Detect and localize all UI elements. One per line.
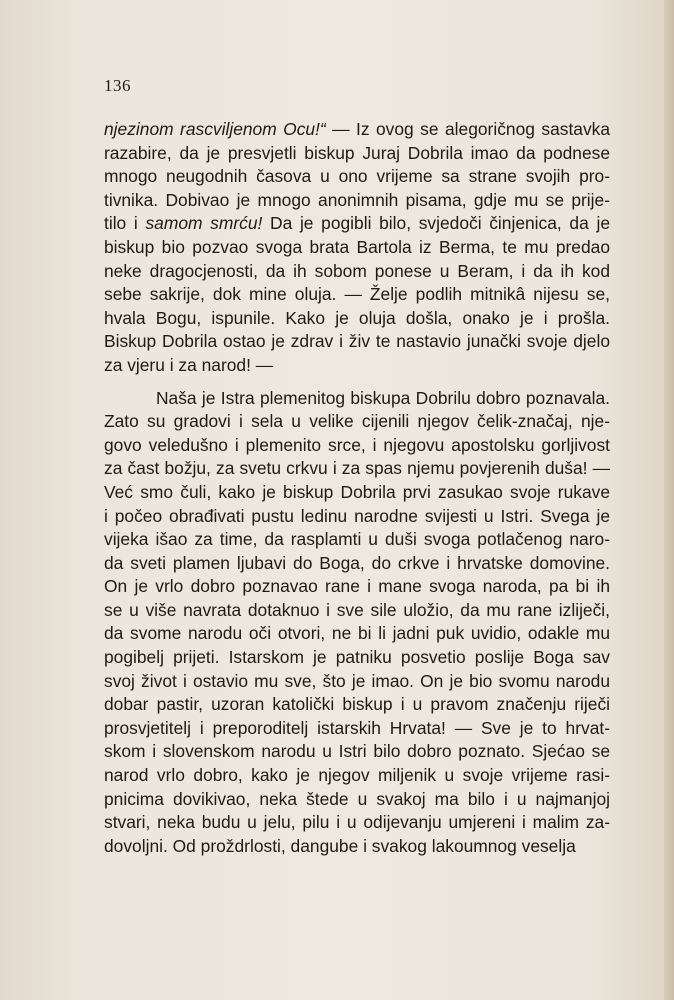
text-line	[104, 410, 610, 434]
text-span: govo veledušno i plemenito srce, i njegovu apostolsku gorljivost	[104, 434, 610, 455]
text-line	[104, 283, 610, 307]
text-span: pnicima dovikivao, neka štede u svakoj ma bilo i u najmanjoj	[104, 788, 610, 809]
page-edge	[664, 0, 674, 1000]
text-line	[104, 387, 610, 411]
paragraph	[104, 387, 610, 859]
text-span: hvala Bogu, ispunile. Kako je oluja došla, onako je i prošla.	[104, 307, 610, 328]
text-line	[104, 740, 610, 764]
text-span: i počeo obrađivati pustu ledinu narodne svijesti u Istri. Svega je	[104, 505, 610, 526]
text-line	[104, 717, 610, 741]
text-span: stvari, neka budu u jelu, pilu i u odijevanju umjereni i malim za-	[104, 812, 610, 833]
text-span: neke dragocjenosti, da ih sobom ponese u Beram, i da ih kod	[104, 260, 610, 281]
text-span: On je vrlo dobro poznavao rane i mane svoga naroda, pa bi ih	[104, 576, 610, 597]
text-line	[104, 811, 610, 835]
text-span: Zato su gradovi i sela u velike cijenili njegov čelik-značaj, nje-	[104, 411, 610, 432]
text-span: dovoljni. Od proždrlosti, dangube i svakog lakoumnog veselja	[104, 835, 576, 856]
text-line	[104, 788, 610, 812]
text-line	[104, 622, 610, 646]
text-span: prosvjetitelj i preporoditelj istarskih Hrvata! — Sve je to hrvat-	[104, 717, 610, 738]
text-line	[104, 481, 610, 505]
text-line	[104, 354, 610, 378]
text-span: biskup bio pozvao svoga brata Bartola iz Berma, te mu predao	[104, 236, 610, 257]
text-line	[104, 434, 610, 458]
text-line	[104, 165, 610, 189]
text-span: da svome narodu oči otvori, ne bi li jadni puk uvidio, odakle mu	[104, 623, 610, 644]
text-line	[104, 118, 610, 142]
text-line	[104, 505, 610, 529]
text-span: pogibelj prijeti. Istarskom je patniku posvetio poslije Boga sav	[104, 647, 610, 668]
text-span: vijeka išao za time, da rasplamti u duši svoga potlačenog naro-	[104, 529, 610, 550]
text-span: tilo i	[104, 213, 146, 234]
text-line	[104, 457, 610, 481]
text-line	[104, 835, 610, 859]
text-line	[104, 528, 610, 552]
text-line	[104, 212, 610, 236]
text-line	[104, 330, 610, 354]
text-span: mnogo neugodnih časova u ono vrijeme sa strane svojih pro-	[104, 166, 610, 187]
text-span: dobar pastir, uzoran katolički biskup i u pravom značenju riječi	[104, 694, 610, 715]
text-span: Da je pogibli bilo, svjedoči činjenica, da je	[262, 213, 610, 234]
paragraph	[104, 118, 610, 378]
italic-text: samom smrću!	[145, 213, 263, 234]
text-line	[104, 764, 610, 788]
text-span: tivnika. Dobivao je mnogo anonimnih pisama, gdje mu se prije-	[104, 189, 610, 210]
text-span: da sveti plamen ljubavi do Boga, do crkve i hrvatske domovine.	[104, 552, 610, 573]
italic-text: njezinom rascviljenom Ocu!“	[104, 119, 326, 139]
text-line	[104, 307, 610, 331]
text-span: Već smo čuli, kako je biskup Dobrila prvi zasukao svoje rukave	[104, 481, 610, 502]
text-line	[104, 189, 610, 213]
text-span: skom i slovenskom narodu u Istri bilo dobro poznato. Sjećao se	[104, 741, 610, 762]
text-span: Biskup Dobrila ostao je zdrav i živ te nastavio junački svoje djelo	[104, 331, 610, 352]
text-line	[104, 236, 610, 260]
page-number: 136	[104, 76, 131, 95]
text-line	[104, 599, 610, 623]
text-span: za čast božju, za svetu crkvu i za spas njemu povjerenih duša! —	[104, 458, 610, 479]
text-line	[104, 646, 610, 670]
text-span: razabire, da je presvjetli biskup Juraj Dobrila imao da podnese	[104, 142, 610, 163]
text-line	[104, 142, 610, 166]
text-line	[104, 693, 610, 717]
text-span: se u više navrata dotaknuo i sve sile uložio, da mu rane izliječi,	[104, 599, 610, 620]
text-line	[104, 575, 610, 599]
text-span: svoj život i ostavio mu sve, što je imao. On je bio svomu narodu	[104, 670, 610, 691]
text-span: za vjeru i za narod! —	[104, 354, 274, 375]
text-line	[104, 552, 610, 576]
text-line	[104, 670, 610, 694]
text-span: — Iz ovog se alegoričnog sastavka	[325, 119, 611, 139]
text-span: narod vrlo dobro, kako je njegov miljenik u svoje vrijeme rasi-	[104, 765, 610, 786]
text-span: Naša je Istra plemenitog biskupa Dobrilu dobro poznavala.	[156, 387, 610, 408]
text-span: sebe sakrije, dok mine oluja. — Želje podlih mitnikâ nijesu se,	[104, 284, 610, 305]
body-text	[104, 118, 610, 858]
text-line	[104, 260, 610, 284]
